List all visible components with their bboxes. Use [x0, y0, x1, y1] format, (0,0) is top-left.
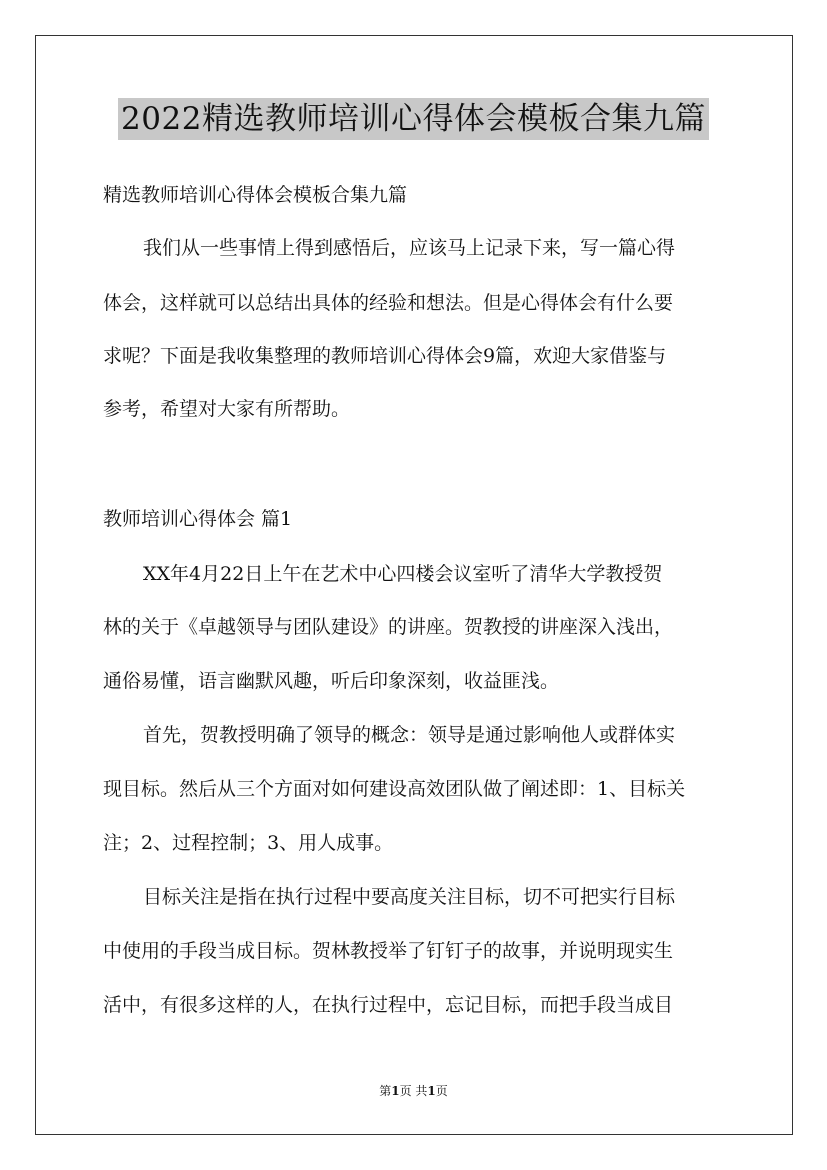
para2-line-1: 首先，贺教授明确了领导的概念：领导是通过影响他人或群体实 [143, 724, 676, 746]
intro-line-2: 体会，这样就可以总结出具体的经验和想法。但是心得体会有什么要 [103, 292, 674, 314]
document-title: 2022精选教师培训心得体会模板合集九篇 [118, 98, 709, 140]
footer-total-pages: 1 [427, 1084, 436, 1098]
page-footer [0, 1083, 827, 1099]
footer-suffix: 页 [435, 1084, 448, 1098]
intro-line-4: 参考，希望对大家有所帮助。 [103, 398, 351, 420]
para1-line-2: 林的关于《卓越领导与团队建设》的讲座。贺教授的讲座深入浅出， [103, 616, 674, 638]
title-container [0, 98, 827, 140]
document-subtitle: 精选教师培训心得体会模板合集九篇 [103, 184, 408, 206]
para2-line-3: 注；2、过程控制；3、用人成事。 [103, 832, 394, 854]
footer-middle: 页 共 [399, 1084, 428, 1098]
intro-line-3: 求呢？下面是我收集整理的教师培训心得体会9篇，欢迎大家借鉴与 [103, 345, 667, 367]
para1-line-3: 通俗易懂，语言幽默风趣，听后印象深刻，收益匪浅。 [103, 670, 560, 692]
para1-line-1: XX年4月22日上午在艺术中心四楼会议室听了清华大学教授贺 [143, 563, 663, 585]
section-heading: 教师培训心得体会 篇1 [103, 508, 293, 530]
para3-line-2: 中使用的手段当成目标。贺林教授举了钉钉子的故事，并说明现实生 [103, 940, 674, 962]
para3-line-3: 活中，有很多这样的人，在执行过程中，忘记目标，而把手段当成目 [103, 994, 674, 1016]
para2-line-2: 现目标。然后从三个方面对如何建设高效团队做了阐述即：1、目标关 [103, 778, 686, 800]
footer-page-number: 1 [391, 1084, 400, 1098]
intro-line-1: 我们从一些事情上得到感悟后，应该马上记录下来，写一篇心得 [143, 237, 676, 259]
footer-prefix: 第 [379, 1084, 392, 1098]
para3-line-1: 目标关注是指在执行过程中要高度关注目标，切不可把实行目标 [143, 886, 676, 908]
